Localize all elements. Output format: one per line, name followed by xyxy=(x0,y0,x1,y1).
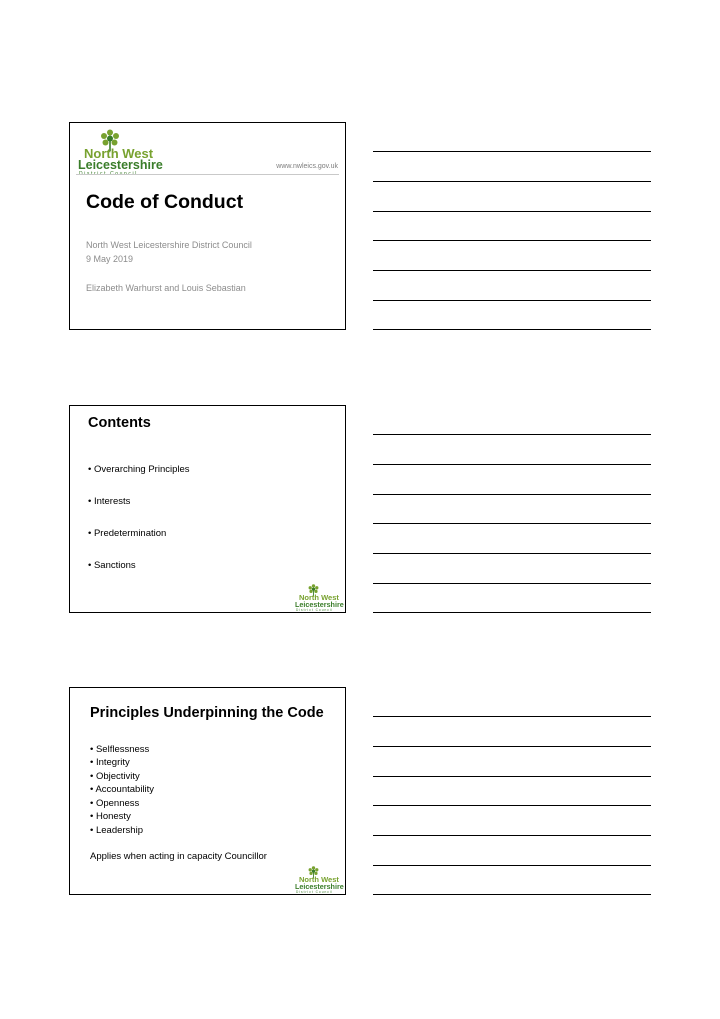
note-line xyxy=(373,805,651,806)
list-item: • Openness xyxy=(90,798,140,809)
council-logo xyxy=(294,866,342,896)
note-line xyxy=(373,151,651,152)
list-item: • Sanctions xyxy=(88,560,136,571)
slide-footer-text: Applies when acting in capacity Councillor xyxy=(90,851,267,862)
logo-line-1: North West xyxy=(84,146,154,161)
logo-line-2: Leicestershire xyxy=(295,882,344,891)
list-item: • Honesty xyxy=(90,811,131,822)
note-line xyxy=(373,240,651,241)
subtitle-date: 9 May 2019 xyxy=(86,254,134,264)
note-line xyxy=(373,181,651,182)
note-line xyxy=(373,300,651,301)
note-line xyxy=(373,716,651,717)
list-item: • Accountability xyxy=(90,784,155,795)
logo-line-3: District Council xyxy=(296,608,334,612)
list-item: • Selflessness xyxy=(90,744,150,755)
note-line xyxy=(373,523,651,524)
subtitle-presenters: Elizabeth Warhurst and Louis Sebastian xyxy=(86,283,246,293)
note-line xyxy=(373,270,651,271)
logo-line-1: North West xyxy=(299,875,339,884)
notes-lines-2 xyxy=(373,405,651,615)
list-item: • Overarching Principles xyxy=(88,464,190,475)
note-line xyxy=(373,835,651,836)
note-line xyxy=(373,746,651,747)
logo-line-2: Leicestershire xyxy=(295,600,344,609)
logo-line-3: District Council xyxy=(296,890,334,894)
logo-line-3: District Council xyxy=(79,171,138,177)
notes-lines-3 xyxy=(373,687,651,897)
note-line xyxy=(373,434,651,435)
note-line xyxy=(373,494,651,495)
slide-title-text: Contents xyxy=(88,415,151,431)
note-line xyxy=(373,329,651,330)
slide-title-text: Principles Underpinning the Code xyxy=(90,705,324,721)
logo-line-2: Leicestershire xyxy=(78,158,163,172)
note-line xyxy=(373,894,651,895)
note-line xyxy=(373,612,651,613)
list-item: • Predetermination xyxy=(88,528,167,539)
note-line xyxy=(373,464,651,465)
list-item: • Integrity xyxy=(90,757,130,768)
note-line xyxy=(373,211,651,212)
list-item: • Objectivity xyxy=(90,771,140,782)
notes-lines-1 xyxy=(373,122,651,332)
council-logo xyxy=(294,584,342,614)
list-item: • Interests xyxy=(88,496,131,507)
logo-line-1: North West xyxy=(299,593,339,602)
note-line xyxy=(373,553,651,554)
slide-title-text: Code of Conduct xyxy=(86,191,244,213)
council-logo xyxy=(76,129,166,179)
slide-principles xyxy=(69,687,346,895)
website-url: www.nwleics.gov.uk xyxy=(276,163,338,170)
slide-title xyxy=(69,122,346,330)
note-line xyxy=(373,776,651,777)
note-line xyxy=(373,865,651,866)
slide-contents xyxy=(69,405,346,613)
subtitle-organisation: North West Leicestershire District Council xyxy=(86,240,252,250)
list-item: • Leadership xyxy=(90,825,143,836)
note-line xyxy=(373,583,651,584)
